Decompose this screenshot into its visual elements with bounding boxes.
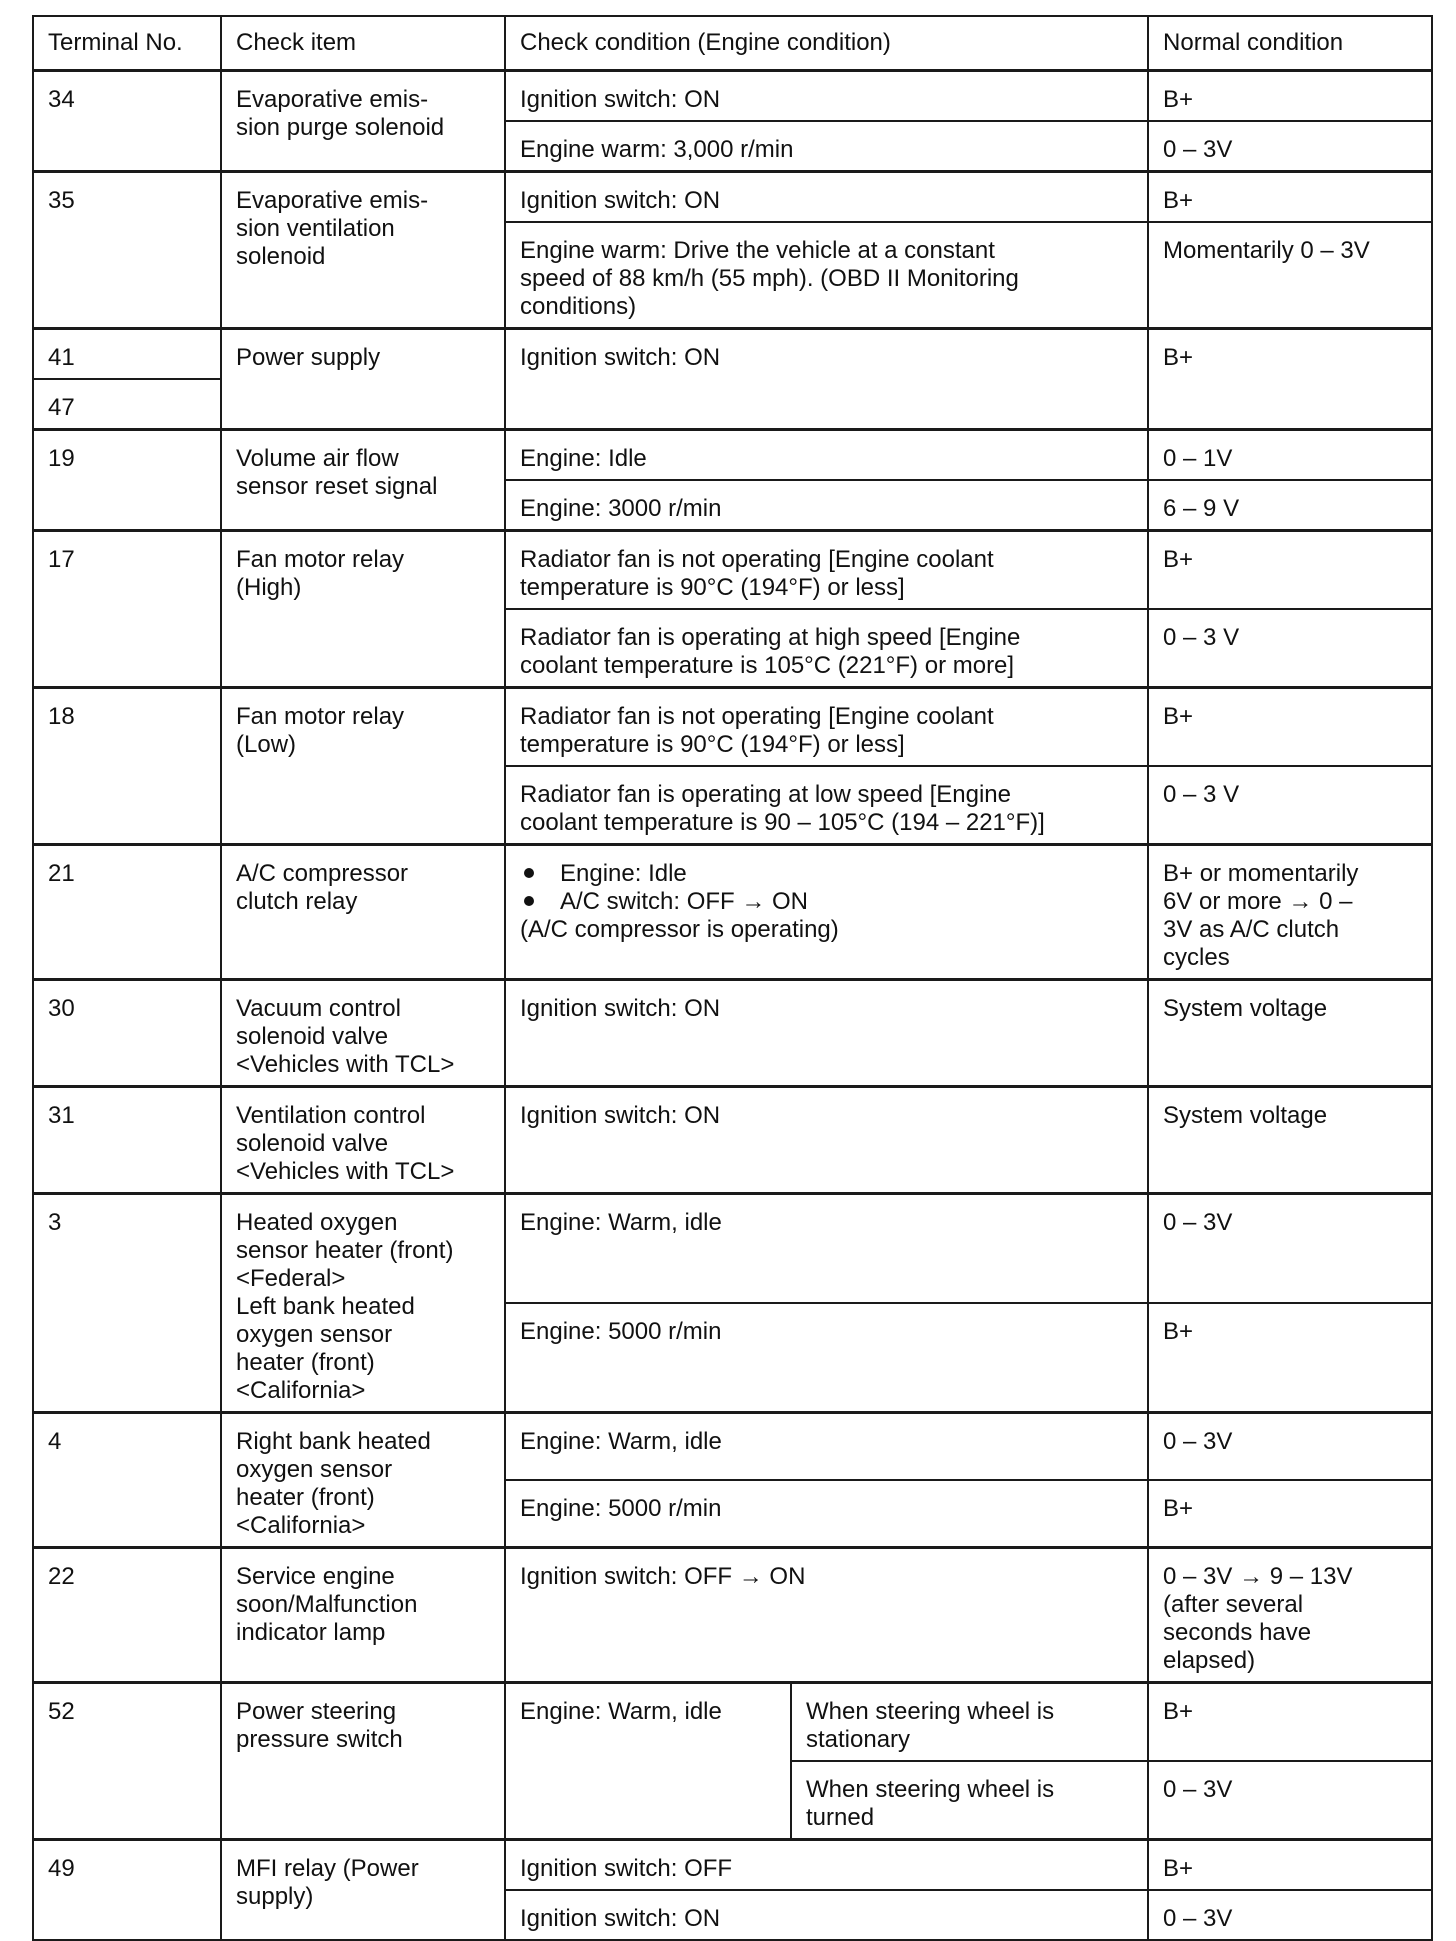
- table-row: [33, 845, 1432, 980]
- check-item-cell: Right bank heated oxygen sensor heater (front) <California>: [221, 1413, 505, 1548]
- terminal-cell: 35: [33, 172, 221, 329]
- condition-cell: Engine: Idle: [505, 430, 1148, 481]
- terminal-cell: 52: [33, 1683, 221, 1840]
- terminal-cell: 31: [33, 1087, 221, 1194]
- condition-cell: Engine: Warm, idle: [505, 1194, 1148, 1304]
- normal-cell: 0 – 3V: [1148, 121, 1432, 172]
- bullet-icon: [524, 896, 534, 906]
- header-row: [33, 16, 1432, 71]
- condition-cell: Ignition switch: ON: [505, 329, 1148, 430]
- table-row: [33, 1683, 1432, 1762]
- check-item-cell: Power supply: [221, 329, 505, 430]
- table-row: [33, 172, 1432, 223]
- terminal-cell: 4: [33, 1413, 221, 1548]
- check-item-cell: Evaporative emis- sion purge solenoid: [221, 71, 505, 172]
- table-row: [33, 1194, 1432, 1304]
- normal-cell: System voltage: [1148, 980, 1432, 1087]
- condition-cell: Ignition switch: OFF → ON: [505, 1548, 1148, 1683]
- normal-cell: B+: [1148, 329, 1432, 430]
- terminal-check-table: [32, 15, 1433, 1941]
- terminal-cell: 47: [33, 379, 221, 430]
- condition-cell: Engine: Warm, idle: [505, 1413, 1148, 1481]
- normal-cell: 0 – 3V: [1148, 1890, 1432, 1940]
- normal-cell: B+ or momentarily 6V or more → 0 – 3V as A/C clutch cycles: [1148, 845, 1432, 980]
- table-row: [33, 71, 1432, 122]
- table-row: [33, 1413, 1432, 1481]
- bullet-text: A/C switch: OFF → ON: [560, 888, 809, 915]
- normal-cell: 0 – 3 V: [1148, 609, 1432, 688]
- header-terminal: Terminal No.: [33, 16, 221, 71]
- condition-cell: Engine warm: 3,000 r/min: [505, 121, 1148, 172]
- sub-condition-cell: When steering wheel is turned: [791, 1761, 1148, 1840]
- condition-cell: [505, 845, 1148, 980]
- bullet-item: [520, 860, 1134, 888]
- terminal-cell: 18: [33, 688, 221, 845]
- normal-cell: B+: [1148, 1303, 1432, 1413]
- condition-cell: Ignition switch: ON: [505, 71, 1148, 122]
- bullet-text: Engine: Idle: [560, 860, 687, 887]
- condition-cell: Ignition switch: OFF: [505, 1840, 1148, 1891]
- check-item-cell: Heated oxygen sensor heater (front) <Federal> Left bank heated oxygen sensor heater (front) <California>: [221, 1194, 505, 1413]
- terminal-cell: 22: [33, 1548, 221, 1683]
- terminal-cell: 49: [33, 1840, 221, 1941]
- header-check-item: Check item: [221, 16, 505, 71]
- check-item-cell: Fan motor relay (Low): [221, 688, 505, 845]
- normal-cell: B+: [1148, 1480, 1432, 1548]
- table-row: [33, 688, 1432, 767]
- table-row: [33, 1087, 1432, 1194]
- condition-cell: Engine: 5000 r/min: [505, 1480, 1148, 1548]
- table-row: [33, 1548, 1432, 1683]
- condition-cell: Ignition switch: ON: [505, 1087, 1148, 1194]
- normal-cell: B+: [1148, 531, 1432, 610]
- normal-cell: B+: [1148, 172, 1432, 223]
- condition-cell: Ignition switch: ON: [505, 980, 1148, 1087]
- terminal-cell: 21: [33, 845, 221, 980]
- terminal-cell: 17: [33, 531, 221, 688]
- table-row: [33, 430, 1432, 481]
- normal-cell: Momentarily 0 – 3V: [1148, 222, 1432, 329]
- check-item-cell: Ventilation control solenoid valve <Vehicles with TCL>: [221, 1087, 505, 1194]
- normal-cell: B+: [1148, 1840, 1432, 1891]
- check-item-cell: Power steering pressure switch: [221, 1683, 505, 1840]
- normal-cell: 0 – 3V: [1148, 1194, 1432, 1304]
- normal-cell: 0 – 1V: [1148, 430, 1432, 481]
- header-normal-condition: Normal condition: [1148, 16, 1432, 71]
- condition-cell: Ignition switch: ON: [505, 1890, 1148, 1940]
- normal-cell: 0 – 3V → 9 – 13V (after several seconds have elapsed): [1148, 1548, 1432, 1683]
- normal-cell: 0 – 3V: [1148, 1413, 1432, 1481]
- normal-cell: 0 – 3 V: [1148, 766, 1432, 845]
- normal-cell: System voltage: [1148, 1087, 1432, 1194]
- condition-cell: Radiator fan is not operating [Engine coolant temperature is 90°C (194°F) or less]: [505, 531, 1148, 610]
- condition-cell: Engine: 5000 r/min: [505, 1303, 1148, 1413]
- table-row: [33, 980, 1432, 1087]
- bullet-item: [520, 888, 1134, 916]
- condition-cell: Engine: 3000 r/min: [505, 480, 1148, 531]
- check-item-cell: Vacuum control solenoid valve <Vehicles with TCL>: [221, 980, 505, 1087]
- bullet-icon: [524, 868, 534, 878]
- header-check-condition: Check condition (Engine condition): [505, 16, 1148, 71]
- terminal-cell: 19: [33, 430, 221, 531]
- condition-cell: Engine: Warm, idle: [505, 1683, 791, 1840]
- terminal-cell: 34: [33, 71, 221, 172]
- condition-cell: Ignition switch: ON: [505, 172, 1148, 223]
- terminal-cell: 3: [33, 1194, 221, 1413]
- terminal-cell: 30: [33, 980, 221, 1087]
- normal-cell: 0 – 3V: [1148, 1761, 1432, 1840]
- table-row: [33, 329, 1432, 380]
- normal-cell: B+: [1148, 71, 1432, 122]
- check-item-cell: MFI relay (Power supply): [221, 1840, 505, 1941]
- check-item-cell: Fan motor relay (High): [221, 531, 505, 688]
- check-item-cell: Evaporative emis- sion ventilation solenoid: [221, 172, 505, 329]
- condition-note: (A/C compressor is operating): [520, 916, 839, 943]
- normal-cell: B+: [1148, 688, 1432, 767]
- normal-cell: 6 – 9 V: [1148, 480, 1432, 531]
- condition-cell: Radiator fan is not operating [Engine coolant temperature is 90°C (194°F) or less]: [505, 688, 1148, 767]
- table-row: [33, 531, 1432, 610]
- condition-cell: Engine warm: Drive the vehicle at a constant speed of 88 km/h (55 mph). (OBD II Monitoring conditions): [505, 222, 1148, 329]
- condition-cell: Radiator fan is operating at high speed [Engine coolant temperature is 105°C (221°F) or more]: [505, 609, 1148, 688]
- check-item-cell: Service engine soon/Malfunction indicator lamp: [221, 1548, 505, 1683]
- terminal-cell: 41: [33, 329, 221, 380]
- check-item-cell: A/C compressor clutch relay: [221, 845, 505, 980]
- sub-condition-cell: When steering wheel is stationary: [791, 1683, 1148, 1762]
- table-row: [33, 1840, 1432, 1891]
- normal-cell: B+: [1148, 1683, 1432, 1762]
- condition-cell: Radiator fan is operating at low speed [Engine coolant temperature is 90 – 105°C (194 – 221°F)]: [505, 766, 1148, 845]
- check-item-cell: Volume air flow sensor reset signal: [221, 430, 505, 531]
